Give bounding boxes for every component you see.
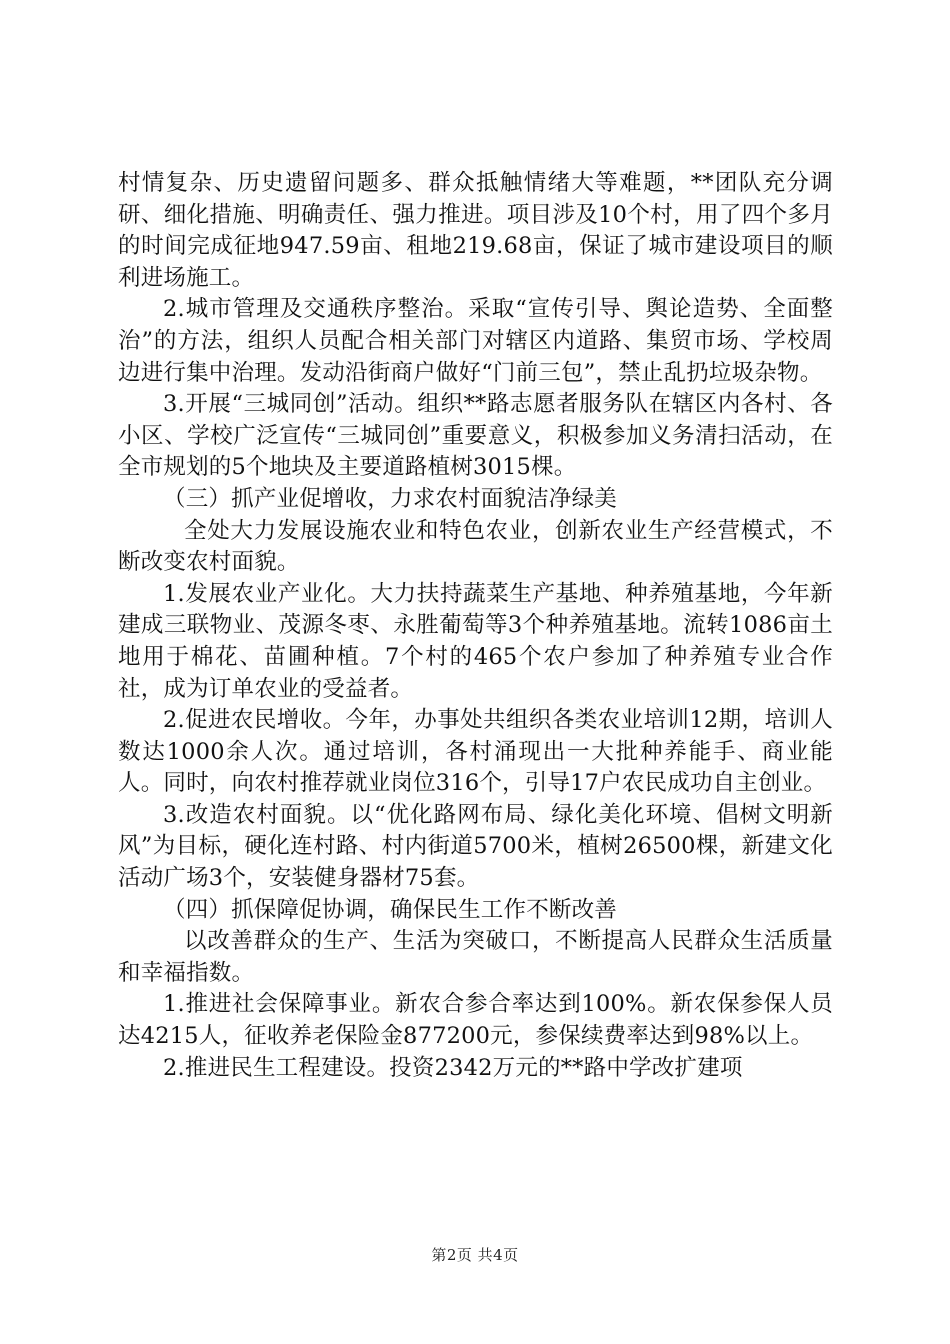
section-heading-3: （三）抓产业促增收，力求农村面貌洁净绿美 <box>163 485 618 512</box>
paragraph-social-security: 1.推进社会保障事业。新农合参合率达到100%。新农保参保人员达4215人，征收养老保险金877200元，参保续费率达到98%以上。 <box>118 991 833 1050</box>
page-number-label: 第2页 共4页 <box>431 1246 519 1264</box>
paragraph-rural-appearance: 3.改造农村面貌。以“优化路网布局、绿化美化环境、倡树文明新风”为目标，硬化连村路、村内街道5700米，植树26500棵，新建文化活动广场3个，安装健身器材75套。 <box>118 801 833 892</box>
paragraph-farmer-income: 2.促进农民增收。今年，办事处共组织各类农业培训12期，培训人数达1000余人次。通过培训，各村涌现出一大批种养能手、商业能人。同时，向农村推荐就业岗位316个，引导17户农民成功自主创业。 <box>118 707 833 797</box>
paragraph-section-4-intro: 以改善群众的生产、生活为突破口，不断提高人民群众生活质量和幸福指数。 <box>118 928 833 986</box>
section-heading-4: （四）抓保障促协调，确保民生工作不断改善 <box>163 896 618 923</box>
paragraph-continued: 村情复杂、历史遗留问题多、群众抵触情绪大等难题，**团队充分调研、细化措施、明确责任、强力推进。项目涉及10个村，用了四个多月的时间完成征地947.59亩、租地219.68亩，保证了城市建设项目的顺利进场施工。 <box>118 170 833 291</box>
page-footer <box>0 1244 950 1265</box>
paragraph-city-management: 2.城市管理及交通秩序整治。采取“宣传引导、舆论造势、全面整治”的方法，组织人员配合相关部门对辖区内道路、集贸市场、学校周边进行集中治理。发动沿街商户做好“门前三包”，禁止乱扔垃圾杂物。 <box>118 296 833 386</box>
paragraph-agri-industrialization: 1.发展农业产业化。大力扶持蔬菜生产基地、种养殖基地，今年新建成三联物业、茂源冬枣、永胜葡萄等3个种养殖基地。流转1086亩土地用于棉花、苗圃种植。7个村的465个农户参加了种养殖专业合作社，成为订单农业的受益者。 <box>118 580 833 702</box>
paragraph-section-3-intro: 全处大力发展设施农业和特色农业，创新农业生产经营模式，不断改变农村面貌。 <box>118 517 833 576</box>
paragraph-livelihood-projects: 2.推进民生工程建设。投资2342万元的**路中学改扩建项 <box>163 1054 743 1081</box>
document-body <box>118 168 833 1084</box>
paragraph-three-city: 3.开展“三城同创”活动。组织**路志愿者服务队在辖区内各村、各小区、学校广泛宣传“三城同创”重要意义，积极参加义务清扫活动，在全市规划的5个地块及主要道路植树3015棵。 <box>118 391 833 481</box>
